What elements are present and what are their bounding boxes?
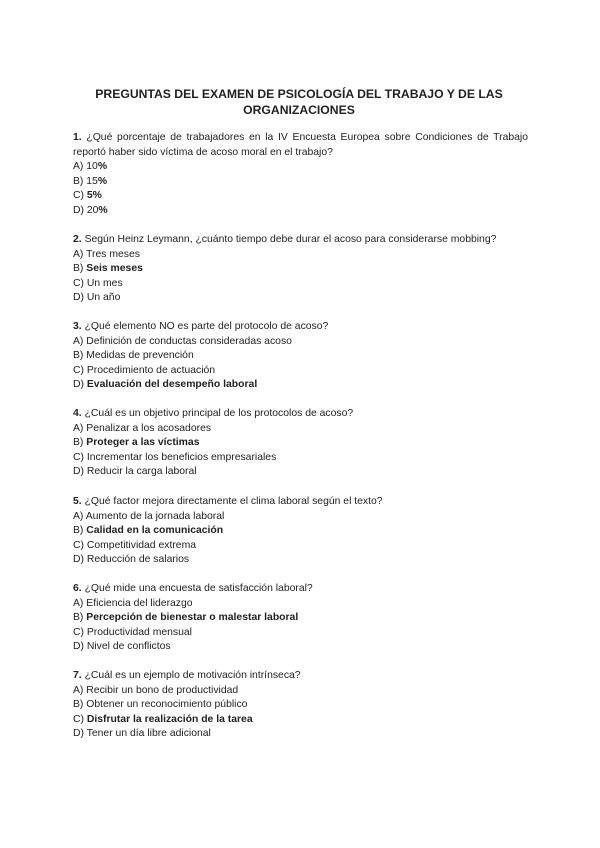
answer-option bbox=[73, 727, 528, 742]
option-letter: A) bbox=[73, 597, 84, 609]
answer-option bbox=[73, 611, 528, 626]
question-block bbox=[73, 582, 528, 655]
answer-option bbox=[73, 626, 528, 641]
question-block bbox=[73, 669, 528, 742]
option-letter: C) bbox=[73, 626, 84, 638]
answer-option bbox=[73, 160, 528, 175]
option-text-bold: Calidad en la comunicación bbox=[86, 525, 224, 537]
option-letter: A) bbox=[73, 335, 84, 347]
option-text: Competitividad extrema bbox=[86, 539, 197, 551]
option-letter: D) bbox=[73, 379, 84, 391]
option-text-bold: % bbox=[97, 161, 108, 173]
question-number: 2. bbox=[73, 234, 82, 245]
option-text: 20 bbox=[86, 204, 99, 216]
answer-option bbox=[73, 175, 528, 190]
answer-option bbox=[73, 698, 528, 713]
answer-option bbox=[73, 451, 528, 466]
option-letter: C) bbox=[73, 190, 84, 202]
option-text: Recibir un bono de productividad bbox=[86, 684, 239, 696]
question-stem: ¿Qué porcentaje de trabajadores en la IV Encuesta Europea sobre Condiciones de Trabajo reportó haber sido víctima de acoso moral en el trabajo? bbox=[73, 132, 528, 158]
option-text: 10 bbox=[86, 161, 98, 173]
answer-option bbox=[73, 248, 528, 263]
question-stem: ¿Qué elemento NO es parte del protocolo de acoso? bbox=[84, 321, 329, 332]
option-text: Eficiencia del liderazgo bbox=[86, 597, 193, 609]
option-text: Medidas de prevención bbox=[86, 350, 194, 362]
option-text-bold: % bbox=[98, 204, 108, 216]
answer-option bbox=[73, 465, 528, 480]
question-text bbox=[73, 233, 528, 248]
answer-option bbox=[73, 364, 528, 379]
answer-option bbox=[73, 378, 528, 393]
question-block bbox=[73, 407, 528, 480]
question-text bbox=[73, 669, 528, 684]
question-number: 5. bbox=[73, 496, 82, 507]
question-block bbox=[73, 495, 528, 568]
option-text: Penalizar a los acosadores bbox=[86, 422, 212, 434]
question-text bbox=[73, 131, 528, 160]
option-text: Tres meses bbox=[86, 248, 140, 260]
answer-option bbox=[73, 539, 528, 554]
option-letter: B) bbox=[73, 612, 84, 624]
option-text: Aumento de la jornada laboral bbox=[85, 510, 225, 522]
option-text: Definición de conductas consideradas acoso bbox=[86, 335, 292, 347]
option-text-bold: % bbox=[97, 175, 108, 187]
option-text-bold: Evaluación del desempeño laboral bbox=[86, 379, 258, 391]
option-text: 15 bbox=[86, 175, 98, 187]
option-text: Nivel de conflictos bbox=[86, 641, 171, 653]
option-text: Obtener un reconocimiento público bbox=[86, 699, 248, 711]
option-text-bold: 5% bbox=[86, 190, 102, 202]
option-text: Un mes bbox=[86, 277, 123, 289]
question-number: 7. bbox=[73, 670, 82, 681]
question-stem: ¿Cuál es un ejemplo de motivación intrínseca? bbox=[84, 670, 301, 681]
answer-option bbox=[73, 640, 528, 655]
option-text-bold: Disfrutar la realización de la tarea bbox=[86, 713, 253, 725]
option-letter: A) bbox=[73, 684, 84, 696]
question-stem: ¿Cuál es un objetivo principal de los protocolos de acoso? bbox=[84, 408, 354, 419]
option-text: Tener un día libre adicional bbox=[86, 728, 211, 740]
option-letter: C) bbox=[73, 277, 84, 289]
option-letter: A) bbox=[73, 248, 84, 260]
answer-option bbox=[73, 684, 528, 699]
question-text bbox=[73, 582, 528, 597]
option-text: Procedimiento de actuación bbox=[86, 364, 216, 376]
question-stem: Según Heinz Leymann, ¿cuánto tiempo debe durar el acoso para considerarse mobbing? bbox=[84, 234, 497, 245]
option-text-bold: Seis meses bbox=[86, 263, 143, 275]
answer-option bbox=[73, 436, 528, 451]
option-letter: C) bbox=[73, 364, 84, 376]
option-letter: D) bbox=[73, 641, 84, 653]
answer-option bbox=[73, 713, 528, 728]
option-letter: A) bbox=[73, 510, 84, 522]
option-letter: B) bbox=[73, 350, 84, 362]
option-text: Reducción de salarios bbox=[86, 554, 190, 566]
option-letter: B) bbox=[73, 699, 84, 711]
option-letter: D) bbox=[73, 466, 84, 478]
option-letter: B) bbox=[73, 263, 84, 275]
option-text-bold: Percepción de bienestar o malestar laboral bbox=[86, 612, 299, 624]
question-block bbox=[73, 320, 528, 393]
question-stem: ¿Qué factor mejora directamente el clima laboral según el texto? bbox=[84, 496, 383, 507]
option-letter: C) bbox=[73, 713, 84, 725]
option-letter: B) bbox=[73, 525, 84, 537]
question-block bbox=[73, 233, 528, 306]
answer-option bbox=[73, 422, 528, 437]
answer-option bbox=[73, 524, 528, 539]
answer-option bbox=[73, 597, 528, 612]
option-text: Un año bbox=[86, 292, 121, 304]
option-letter: D) bbox=[73, 554, 84, 566]
option-letter: D) bbox=[73, 728, 84, 740]
option-letter: B) bbox=[73, 175, 84, 187]
option-letter: D) bbox=[73, 292, 84, 304]
answer-option bbox=[73, 189, 528, 204]
answer-option bbox=[73, 262, 528, 277]
option-letter: B) bbox=[73, 437, 84, 449]
answer-option bbox=[73, 553, 528, 568]
answer-option bbox=[73, 349, 528, 364]
answer-option bbox=[73, 510, 528, 525]
option-letter: C) bbox=[73, 539, 84, 551]
question-block bbox=[73, 131, 528, 219]
answer-option bbox=[73, 291, 528, 306]
question-text bbox=[73, 320, 528, 335]
option-text: Incrementar los beneficios empresariales bbox=[86, 451, 277, 463]
option-letter: A) bbox=[73, 161, 84, 173]
option-letter: D) bbox=[73, 204, 84, 216]
question-number: 1. bbox=[73, 132, 82, 143]
question-number: 4. bbox=[73, 408, 82, 419]
question-text bbox=[73, 495, 528, 510]
answer-option bbox=[73, 335, 528, 350]
option-letter: C) bbox=[73, 451, 84, 463]
question-number: 6. bbox=[73, 583, 82, 594]
page-title: PREGUNTAS DEL EXAMEN DE PSICOLOGÍA DEL TRABAJO Y DE LAS ORGANIZACIONES bbox=[95, 87, 503, 117]
option-letter: A) bbox=[73, 422, 84, 434]
option-text: Productividad mensual bbox=[86, 626, 192, 638]
question-stem: ¿Qué mide una encuesta de satisfacción laboral? bbox=[84, 583, 313, 594]
option-text-bold: Proteger a las víctimas bbox=[86, 437, 200, 449]
option-text: Reducir la carga laboral bbox=[86, 466, 197, 478]
answer-option bbox=[73, 204, 528, 219]
question-text bbox=[73, 407, 528, 422]
question-number: 3. bbox=[73, 321, 82, 332]
answer-option bbox=[73, 277, 528, 292]
